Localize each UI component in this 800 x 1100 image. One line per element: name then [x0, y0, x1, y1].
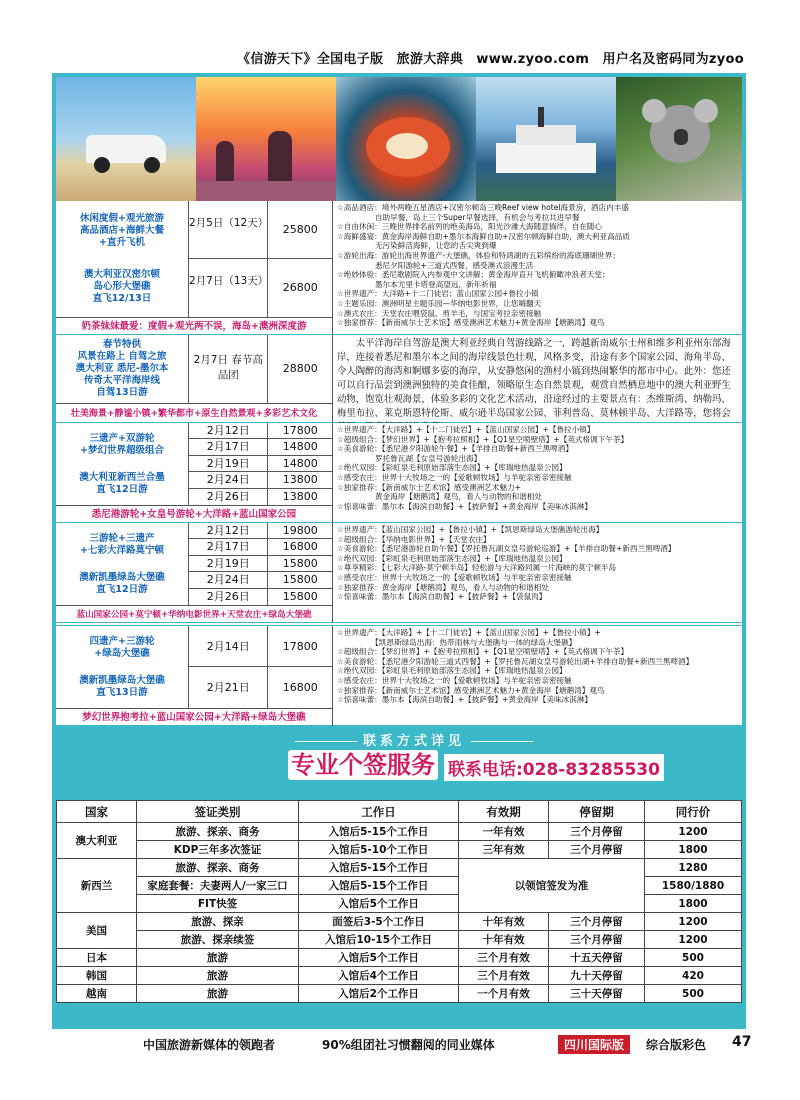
contact-header: 联系方式详见	[362, 734, 465, 749]
processing-cell: 入馆后5个工作日	[299, 949, 459, 967]
processing-cell: 面签后3-5个工作日	[299, 913, 459, 931]
date-row	[189, 667, 332, 708]
col-price: 同行价	[645, 801, 742, 823]
date-row	[189, 456, 332, 472]
tour-package	[56, 335, 742, 423]
tour-name-line: 休闲度假+观光旅游	[80, 213, 164, 224]
price: 14800	[282, 440, 318, 454]
departure-date: 2月21日	[189, 667, 268, 708]
highlight-line: ☆惊喜味蕾：墨尔本【海滨自助餐】+【披萨餐】+黄金海岸【美味冰淇淋】	[337, 695, 592, 705]
highlight-line: ☆感受农庄：世界十大牧场之一的【爱歌顿牧场】与羊驼亲密亲密接触	[337, 675, 572, 685]
table-row	[57, 823, 742, 841]
price: 14800	[282, 456, 318, 470]
highlight-line: ☆高品酒店：境外两晚五星酒店+汉密尔顿岛三晚Reef view hotel海景房，酒店内丰盛	[337, 203, 629, 212]
tour-package-visible-4	[56, 625, 742, 725]
departure-date: 2月14日	[189, 626, 268, 666]
tour-name-line: +绿岛大堡礁	[94, 647, 150, 659]
date-row	[189, 539, 332, 555]
date-row	[189, 589, 332, 605]
price: 15800	[282, 556, 318, 570]
departure-date: 2月26日	[189, 589, 268, 605]
visa-type-cell: 家庭套餐：夫妻两人/一家三口	[137, 877, 299, 895]
highlight-line: ☆世界遗产：【大洋路】+【十二门徒岩】+【蓝山国家公园】+【鲁拉小镇】+	[337, 628, 601, 637]
tour-slogan: 悉尼港游轮+女皇号游轮+大洋路+蓝山国家公园	[56, 505, 332, 523]
photo-strip	[56, 77, 742, 201]
tour-name-line: 风景在路上 自驾之旅	[77, 351, 167, 362]
validity-cell: 三个月有效	[459, 949, 549, 967]
highlight-line: ☆惊喜味蕾：墨尔本【海滨自助餐】+【披萨餐】+【袋鼠肉】	[337, 592, 547, 602]
processing-cell: 入馆后5-15个工作日	[299, 823, 459, 841]
departure-dates	[188, 201, 332, 317]
tour-name-line: 岛心形大堡礁	[93, 281, 151, 292]
validity-cell: 以领馆签发为准	[459, 859, 645, 913]
section-label: 综合版彩色	[646, 1038, 707, 1052]
tour-name-line: 澳新凯墨绿岛大堡礁	[79, 674, 165, 686]
validity-cell: 十年有效	[459, 931, 549, 949]
highlight-line: 墨尔本尤里卡塔登高望远，新年祈福	[337, 279, 497, 289]
visa-type-cell: 旅游、探亲、商务	[137, 823, 299, 841]
tour-name-line: 四遗产+三游轮	[89, 635, 155, 647]
stay-cell: 三个月停留	[549, 913, 645, 931]
processing-cell: 入馆后5-15个工作日	[299, 859, 459, 877]
table-row	[57, 949, 742, 967]
departure-date: 2月24日	[189, 572, 268, 587]
date-row	[189, 572, 332, 588]
departure-date: 2月12日	[189, 423, 268, 438]
highlight-line: 悉尼夕阳游轮+三道式西餐，感受澳式浪漫生活	[337, 260, 534, 270]
highlight-line: 黄金海岸【塘鹅湾】观鸟，看人与动物的和谐相处	[337, 492, 543, 502]
departure-dates	[188, 523, 332, 605]
table-row	[57, 859, 742, 877]
departure-date: 2月26日	[189, 489, 268, 505]
page-footer	[0, 1032, 800, 1056]
country-cell: 澳大利亚	[57, 823, 137, 859]
col-country: 国家	[57, 801, 137, 823]
highlight-line: ☆世界遗产：【大洋路】+【十二门徒岩】+【蓝山国家公园】+【鲁拉小镇】	[337, 425, 595, 434]
tour-slogan: 梦幻世界抱考拉+蓝山国家公园+大洋路+绿岛大堡礁	[56, 708, 332, 726]
tour-listing	[56, 201, 742, 626]
visa-type-cell: 旅游、探亲续签	[137, 931, 299, 949]
tour-name-line: 高品酒店+海鲜大餐	[80, 225, 164, 236]
tour-name-line: 澳大利亚 悉尼-墨尔本	[75, 363, 169, 374]
validity-cell: 三个月有效	[459, 967, 549, 985]
highlight-line: ☆绝代双园：【彩虹泉毛利原始部落生态园】+【库瑞地热温泉公园】	[337, 553, 567, 563]
price: 15800	[282, 573, 318, 587]
highlight-line: ☆超级组合：【梦幻世界】+【抱考拉照相】+【Q1星空喷壁塔】+【英式格调下午茶】	[337, 647, 629, 657]
highlight-line: ☆绝代双园：【彩虹泉毛利原始部落生态园】+【库瑞地热温泉公园】	[337, 666, 567, 676]
highlight-line: ☆世界遗产：大洋路+十二门徒岩；蓝山国家公园+鲁拉小镇	[337, 289, 539, 299]
highlight-line: ☆独家推荐：【新南威尔士艺术馆】感受澳洲艺术魅力+	[337, 482, 522, 492]
price-cell: 1200	[645, 931, 742, 949]
highlight-line: 无污染鲜活海鲜，让您的舌尖爽到爆	[337, 241, 497, 251]
tour-highlights	[332, 423, 742, 523]
col-validity: 有效期	[459, 801, 549, 823]
price-cell: 500	[645, 985, 742, 1003]
tour-highlights	[332, 626, 742, 726]
tour-description: 太平洋海岸自驾游是澳大利亚经典自驾游线路之一，跨越新南威尔士州和维多利亚州东部海岸，连接着悉尼和墨尔本之间的海岸线景色壮观，风格多变，沿途有多个国家公园、海角半岛、令人陶醉的海湾和婀娜多姿的海岸，从安静悠闲的渔村小镇到热闹繁华的都市中心。此外：您还可以自行品尝到澳洲独特的美食佳酿，领略原生态自然景观，观赏自然栖息地中的澳大利亚野生动物，饱览壮观海景，体验多彩的文化艺术活动，沿途经过的主要景点有：杰维斯湾、纳勒玛、梅里布拉、莱克斯恩特伦斯、威尔逊半岛国家公园、菲利普岛、莫林顿半岛、大洋路等，您将会	[332, 335, 742, 423]
tour-name-line: +梦幻世界超级组合	[80, 444, 164, 456]
price: 19800	[282, 524, 318, 537]
date-row	[189, 259, 332, 317]
tour-slogan: 壮美海景+静谧小镇+繁华都市+原生自然景观+多彩艺术文化	[56, 403, 332, 423]
photo-seafood	[336, 77, 476, 201]
highlight-line: ☆澳式农庄：天堂农庄喂袋鼠、剪羊毛，与国宝考拉亲密接触	[337, 308, 542, 318]
footer-slogan-left: 中国旅游新媒体的领跑者	[143, 1038, 276, 1052]
tour-name-line: 直飞12/13日	[92, 293, 152, 304]
stay-cell: 三十天停留	[549, 985, 645, 1003]
visa-service-title: 专业个签服务	[288, 750, 438, 780]
visa-price-table	[56, 800, 742, 1003]
visa-type-cell: 旅游	[137, 985, 299, 1003]
masthead: 《信游天下》全国电子版 旅游大辞典 www.zyoo.com 用户名及密码同为zyoo	[237, 52, 744, 67]
date-row	[189, 489, 332, 505]
tour-name-line: +直升飞机	[99, 237, 145, 248]
stay-cell: 三个月停留	[549, 931, 645, 949]
highlight-line: ☆惊喜味蕾：墨尔本【海滨自助餐】+【披萨餐】+黄金海岸【美味冰淇淋】	[337, 501, 592, 511]
country-cell: 韩国	[57, 967, 137, 985]
highlight-line: 自助早餐，岛上三个Super早餐选择，有机会与考拉共进早餐	[337, 212, 580, 222]
stay-cell: 十五天停留	[549, 949, 645, 967]
tour-name-line: 澳大利亚新西兰合墨	[79, 471, 165, 483]
processing-cell: 入馆后5-15个工作日	[299, 877, 459, 895]
tour-name-line: +七彩大洋路莫宁顿	[80, 544, 164, 556]
tour-name-line: 传奇太平洋海岸线	[83, 375, 160, 386]
tour-highlights	[332, 523, 742, 623]
tour-package	[56, 523, 742, 623]
processing-cell: 入馆后5个工作日	[299, 895, 459, 913]
highlight-line: ☆游轮出海：游轮出海世界遗产-大堡礁，体验和特鸿湖的五彩缤纷的海底珊瑚世界；	[337, 250, 620, 260]
visa-type-cell: KDP三年多次签证	[137, 841, 299, 859]
date-row	[189, 201, 332, 259]
validity-cell: 一个月有效	[459, 985, 549, 1003]
price: 25800	[282, 223, 318, 236]
col-visa-type: 签证类别	[137, 801, 299, 823]
highlight-line: ☆主题乐园：澳洲明星主题乐园—华纳电影世界，让您嗨翻天	[337, 298, 542, 308]
highlight-line: ☆美食游轮：【悉尼港游轮自助午餐】【罗托鲁瓦湖女皇号游轮巡游】+【羊排自助餐+新西兰黑啤酒】	[337, 544, 676, 554]
departure-date: 2月12日	[189, 523, 268, 538]
table-row	[57, 985, 742, 1003]
table-row	[57, 967, 742, 985]
tour-name-line: 直飞12日游	[96, 483, 148, 495]
departure-date: 2月7日 春节高品团	[189, 335, 268, 403]
departure-date: 2月17日	[189, 539, 268, 554]
highlight-line: ☆独家推荐：黄金海岸【塘鹅湾】观鸟，看人与动物的和谐相处	[337, 582, 549, 592]
processing-cell: 入馆后2个工作日	[299, 985, 459, 1003]
tour-name-line: 自驾13日游	[96, 387, 148, 398]
highlight-line: ☆自由休闲：三晚世界排名前列的绝美海岛，阳光沙滩大海随意徜徉，自在随心	[337, 222, 602, 232]
highlight-line: ☆美食游轮：【悉尼港夕阳游轮三道式西餐】+【罗托鲁瓦湖女皇号游轮出湖+羊排自助餐+新西兰黑啤酒】	[337, 656, 694, 666]
date-row	[189, 423, 332, 439]
validity-cell: 一年有效	[459, 823, 549, 841]
contact-phone: 联系电话:028-83285530	[444, 754, 664, 781]
tour-name-line: 澳大利亚汉密尔顿	[83, 269, 160, 280]
photo-koala	[616, 77, 742, 201]
departure-date: 2月7日（13天）	[189, 259, 268, 317]
price-cell: 1800	[645, 895, 742, 913]
departure-dates	[188, 335, 332, 403]
price-cell: 1200	[645, 823, 742, 841]
price: 16800	[282, 681, 318, 694]
country-cell: 越南	[57, 985, 137, 1003]
table-row	[57, 841, 742, 859]
price-cell: 1280	[645, 859, 742, 877]
validity-cell: 三年有效	[459, 841, 549, 859]
table-row	[57, 913, 742, 931]
page-number: 47	[732, 1034, 752, 1050]
visa-type-cell: FIT快签	[137, 895, 299, 913]
country-cell: 美国	[57, 913, 137, 949]
price: 26800	[282, 281, 318, 294]
tour-name-line: 直飞13日游	[96, 686, 148, 698]
highlight-line: 【凯恩斯绿岛出海：热带雨林与大堡礁与一体的绿岛大堡礁】	[337, 637, 577, 647]
tour-name-line: 澳新凯墨绿岛大堡礁	[79, 571, 165, 583]
stay-cell: 三个月停留	[549, 841, 645, 859]
price: 15800	[282, 589, 318, 603]
highlight-line: ☆超级组合：【华纳电影世界】+【天堂农庄】	[337, 534, 491, 544]
date-row	[189, 556, 332, 572]
highlight-line: ☆世界遗产：【蓝山国家公园】+【鲁拉小镇】+【凯恩斯绿岛大堡礁游轮出海】	[337, 525, 604, 534]
highlight-line: ☆绝代双园：【彩虹泉毛利原始部落生态园】+【库瑞地热温泉公园】	[337, 463, 567, 473]
visa-type-cell: 旅游	[137, 967, 299, 985]
price: 16800	[282, 540, 318, 554]
stay-cell: 三个月停留	[549, 823, 645, 841]
processing-cell: 入馆后4个工作日	[299, 967, 459, 985]
validity-cell: 十年有效	[459, 913, 549, 931]
departure-date: 2月17日	[189, 439, 268, 454]
stay-cell: 九十天停留	[549, 967, 645, 985]
highlight-line: ☆美食游轮：【悉尼港夕阳游轮午餐】+【羊排自助餐+新西兰黑啤酒】	[337, 444, 573, 454]
highlight-line: ☆感受农庄：世界十大牧场之一的【爱歌顿牧场】与羊驼亲密亲密接触	[337, 472, 572, 482]
visa-type-cell: 旅游、探亲	[137, 913, 299, 931]
processing-cell: 入馆后5-10个工作日	[299, 841, 459, 859]
tour-package	[56, 201, 742, 335]
tour-name-line: 春节特供	[102, 339, 141, 350]
photo-4wd-beach	[56, 77, 196, 201]
departure-date: 2月5日（12天）	[189, 201, 268, 258]
highlight-line: ☆感受农庄：世界十大牧场之一的【爱歌顿牧场】与羊驼亲密亲密接触	[337, 572, 572, 582]
highlight-line: ☆超级组合：【梦幻世界】+【抱考拉照相】+【Q1星空喷壁塔】+【英式格调下午茶】	[337, 434, 629, 444]
price-cell: 1580/1880	[645, 877, 742, 895]
date-row	[189, 335, 332, 403]
date-row	[189, 472, 332, 488]
edition-tag: 四川国际版	[558, 1035, 630, 1054]
table-header-row	[57, 801, 742, 823]
price-cell: 420	[645, 967, 742, 985]
highlight-line: ☆独家推荐：【新南威尔士艺术馆】感受澳洲艺术魅力+黄金海岸【塘鹅湾】观鸟	[337, 685, 605, 695]
price-cell: 500	[645, 949, 742, 967]
tour-package	[56, 423, 742, 523]
departure-dates	[188, 626, 332, 708]
photo-sunset-rocks	[196, 77, 336, 201]
col-stay: 停留期	[549, 801, 645, 823]
price: 17800	[282, 640, 318, 653]
table-row	[57, 931, 742, 949]
col-processing: 工作日	[299, 801, 459, 823]
visa-type-cell: 旅游	[137, 949, 299, 967]
departure-date: 2月19日	[189, 556, 268, 571]
departure-dates	[188, 423, 332, 505]
highlight-line: ☆绝妙体验：悉尼歌剧院入内参观中文讲解；黄金海岸直升飞机俯瞰冲浪者天堂；	[337, 270, 610, 280]
tour-name-line: 三遗产+双游轮	[89, 432, 155, 444]
departure-date: 2月24日	[189, 472, 268, 487]
price: 13800	[282, 473, 318, 487]
highlight-line: 罗托鲁瓦湖【女皇号游轮出海】	[337, 453, 482, 463]
highlight-line: ☆尊享精彩：【七彩大洋路-莫宁顿半岛】轻松游与大洋路同属一片海峡的莫宁顿半岛	[337, 563, 617, 573]
photo-paddle-steamer	[476, 77, 616, 201]
tour-name-line: 三游轮+三遗产	[89, 532, 155, 544]
price-cell: 1800	[645, 841, 742, 859]
price: 28800	[282, 362, 318, 375]
tour-highlights	[332, 201, 742, 335]
departure-date: 2月19日	[189, 456, 268, 471]
footer-slogan-mid: 90%组团社习惯翻阅的同业媒体	[322, 1038, 495, 1052]
date-row	[189, 439, 332, 455]
country-cell: 日本	[57, 949, 137, 967]
tour-slogan: 蓝山国家公园+莫宁顿+华纳电影世界+天堂农庄+绿岛大堡礁	[56, 605, 332, 623]
date-row	[189, 523, 332, 539]
contact-section	[52, 728, 746, 796]
visa-type-cell: 旅游、探亲、商务	[137, 859, 299, 877]
price-cell: 1200	[645, 913, 742, 931]
processing-cell: 入馆后10-15个工作日	[299, 931, 459, 949]
tour-name-line: 直飞12日游	[96, 583, 148, 595]
price: 17800	[282, 424, 318, 437]
highlight-line: ☆独家推荐：【新南威尔士艺术馆】感受澳洲艺术魅力+黄金海岸【塘鹅湾】观鸟	[337, 318, 605, 328]
tour-slogan: 奶茶妹妹最爱：度假+观光两不误，海岛+澳洲深度游	[56, 317, 332, 335]
highlight-line: ☆海鲜盛宴：黄金海岸海鲜自助+墨尔本海鲜自助+汉密尔顿海鲜自助，澳大利亚高品质	[337, 231, 630, 241]
price: 13800	[282, 489, 318, 503]
country-cell: 新西兰	[57, 859, 137, 913]
date-row	[189, 626, 332, 667]
